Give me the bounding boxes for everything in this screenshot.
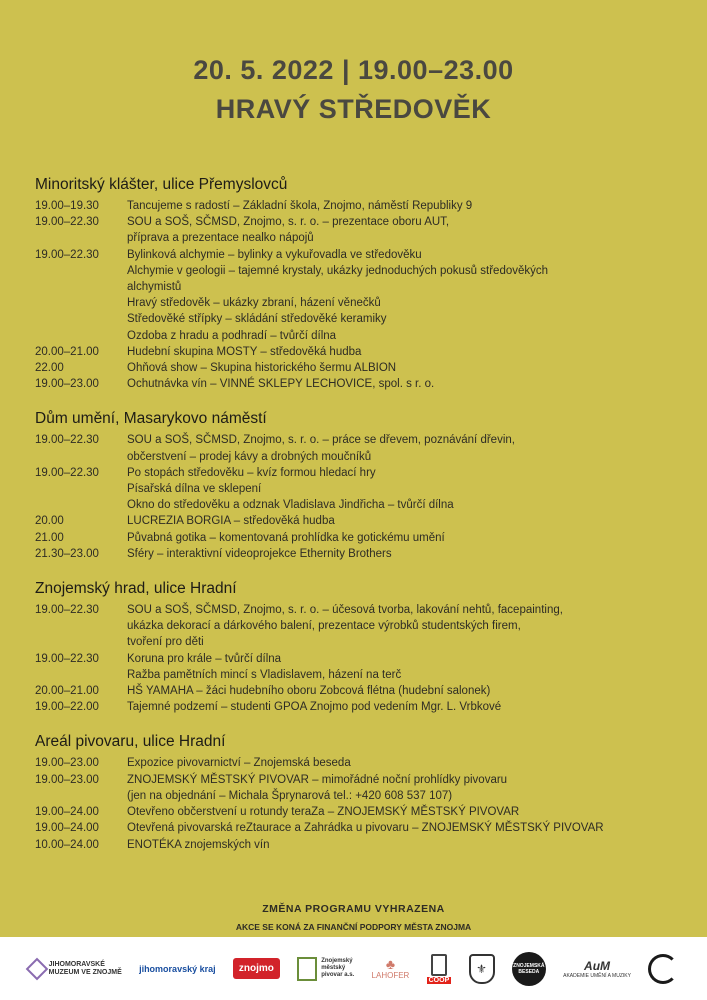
program-description [127, 699, 685, 715]
program-description [127, 214, 685, 246]
program-time: 19.00–24.00 [35, 806, 99, 819]
program-description-line: alchymistů [127, 281, 182, 294]
program-description-line: Středověké střípky – skládání středověké keramiky [127, 313, 387, 326]
poster-header [0, 55, 707, 125]
program-description-line: Tancujeme s radostí – Základní škola, Znojmo, náměstí Republiky 9 [127, 200, 473, 212]
program-description [127, 247, 685, 344]
funding-note: AKCE SE KONÁ ZA FINANČNÍ PODPORY MĚSTA ZNOJMA [235, 922, 472, 932]
logo-text: pivovar a.s. [321, 972, 355, 978]
program-row [35, 344, 685, 360]
program-description-line: SOU a SOŠ, SČMSD, Znojmo, s. r. o. – prezentace oboru AUT, [127, 216, 450, 229]
program-description-line: Sféry – interaktivní videoprojekce Ethernity Brothers [127, 547, 392, 560]
program-section [35, 733, 685, 852]
program-description [127, 376, 685, 392]
program-description-line: tvoření pro děti [127, 636, 204, 649]
program-description [127, 755, 685, 771]
program-description-line: LUCREZIA BORGIA – středověká hudba [127, 515, 335, 528]
program-description-line: Otevřená pivovarská reZtaurace a Zahrádka u pivovaru – ZNOJEMSKÝ MĚSTSKÝ PIVOVAR [127, 822, 604, 835]
akademie-icon: AuM [584, 958, 611, 973]
program-description-line: Ozdoba z hradu a podhradí – tvůrčí dílna [127, 329, 337, 342]
event-date-time: 20. 5. 2022 | 19.00–23.00 [193, 55, 514, 85]
program-time: 19.00–23.00 [35, 773, 99, 786]
logo-znojmo: znojmo [233, 958, 280, 979]
program-description [127, 344, 685, 360]
program-description-line: Okno do středověku a odznak Vladislava Jindřicha – tvůrčí dílna [127, 499, 454, 512]
program-row [35, 465, 685, 514]
program-time: 19.00–22.30 [35, 216, 99, 229]
program-description-line: Hudební skupina MOSTY – středověká hudba [127, 345, 362, 358]
program-time: 19.00–22.30 [35, 652, 99, 665]
program-row [35, 804, 685, 820]
program-row [35, 198, 685, 214]
logo-lahofer [372, 957, 410, 980]
program-time: 19.00–19.30 [35, 200, 99, 212]
program-description-line: Koruna pro krále – tvůrčí dílna [127, 652, 282, 665]
logo-znojemska-beseda [512, 952, 546, 986]
logo-jihomoravske-muzeum [29, 961, 122, 977]
program-row [35, 546, 685, 562]
logo-text: MUZEUM VE ZNOJMĚ [48, 968, 122, 976]
logo-text: BESEDA [518, 968, 540, 975]
section-title: Znojemský hrad, ulice Hradní [35, 580, 237, 598]
program-description [127, 530, 685, 546]
program-description [127, 513, 685, 529]
program-time: 19.00–22.30 [35, 604, 99, 617]
program-description [127, 465, 685, 514]
program-time: 19.00–24.00 [35, 822, 99, 835]
program-row [35, 360, 685, 376]
section-title: Minoritský klášter, ulice Přemyslovců [35, 176, 288, 193]
logo-text: Znojemský [321, 958, 353, 964]
program-description-line: SOU a SOŠ, SČMSD, Znojmo, s. r. o. – práce se dřevem, poznávání dřevin, [127, 434, 515, 447]
program-row [35, 755, 685, 771]
program-row [35, 820, 685, 836]
program-description-line: Ohňová show – Skupina historického šermu ALBION [127, 362, 397, 375]
logo-text: COOP [428, 976, 450, 984]
program-description-line: Písařská dílna ve sklepení [127, 483, 262, 496]
program-description [127, 683, 685, 699]
logo-znojemsky-pivovar [297, 957, 354, 981]
section-title: Areál pivovaru, ulice Hradní [35, 733, 226, 751]
program-time: 19.00–22.00 [35, 701, 99, 714]
program-description-line: Ochutnávka vín – VINNÉ SKLEPY LECHOVICE, spol. s r. o. [127, 378, 435, 391]
program-description-line: Hravý středověk – ukázky zbraní, házení věnečků [127, 297, 381, 310]
festival-logo-icon [648, 954, 678, 984]
logo-jihomoravsky-kraj: jihomoravský kraj [139, 963, 216, 974]
program-time: 20.00–21.00 [35, 685, 99, 698]
program-list [35, 176, 685, 871]
program-description-line: Otevřeno občerstvení u rotundy teraZa – ZNOJEMSKÝ MĚSTSKÝ PIVOVAR [127, 806, 520, 819]
logo-text: LAHOFER [371, 971, 410, 980]
program-description [127, 360, 685, 376]
program-row [35, 376, 685, 392]
program-description-line: příprava a prezentace nealko nápojů [127, 232, 314, 245]
program-row [35, 247, 685, 344]
program-row [35, 651, 685, 683]
program-row [35, 683, 685, 699]
logo-akademie [563, 959, 631, 979]
program-description [127, 546, 685, 562]
program-section [35, 176, 685, 392]
program-section [35, 580, 685, 715]
program-change-note: ZMĚNA PROGRAMU VYHRAZENA [262, 903, 445, 915]
program-time: 10.00–24.00 [35, 838, 99, 851]
program-row [35, 432, 685, 464]
program-time: 20.00–21.00 [35, 345, 99, 358]
program-description-line: ENOTÉKA znojemských vín [127, 838, 270, 851]
program-description [127, 820, 685, 836]
logo-text: AKADEMIE UMĚNÍ A MUZIKY [563, 972, 631, 979]
program-row [35, 837, 685, 853]
program-description-line: Expozice pivovarnictví – Znojemská beseda [127, 757, 351, 770]
program-description [127, 651, 685, 683]
program-description-line: Tajemné podzemí – studenti GPOA Znojmo pod vedením Mgr. L. Vrbkové [127, 701, 502, 714]
coop-icon [431, 954, 447, 976]
program-description [127, 602, 685, 651]
logo-coop [427, 954, 452, 984]
section-title: Dům umění, Masarykovo náměstí [35, 410, 267, 428]
program-description-line: Ražba pamětních mincí s Vladislavem, házení na terč [127, 668, 402, 681]
program-description-line: Půvabná gotika – komentovaná prohlídka ke gotickému umění [127, 531, 445, 544]
program-description [127, 198, 685, 214]
program-description-line: Bylinková alchymie – bylinky a vykuřovadla ve středověku [127, 248, 422, 261]
program-description-line: SOU a SOŠ, SČMSD, Znojmo, s. r. o. – účesová tvorba, lakování nehtů, facepainting, [127, 604, 563, 617]
program-description-line: ZNOJEMSKÝ MĚSTSKÝ PIVOVAR – mimořádné noční prohlídky pivovaru [127, 773, 508, 786]
program-time: 19.00–22.30 [35, 434, 99, 447]
program-time: 21.30–23.00 [35, 547, 99, 560]
program-row [35, 772, 685, 804]
program-time: 19.00–22.30 [35, 248, 99, 261]
program-description-line: občerstvení – prodej kávy a drobných moučníků [127, 450, 372, 463]
footer-notes [0, 903, 707, 932]
program-description [127, 432, 685, 464]
program-description [127, 837, 685, 853]
logo-text: JIHOMORAVSKÉ [48, 960, 105, 968]
logo-text: městský [321, 965, 346, 971]
program-row [35, 214, 685, 246]
program-row [35, 513, 685, 529]
shield-icon: ⚜ [469, 954, 495, 984]
sponsor-logo-bar [0, 937, 707, 1000]
program-description-line: Po stopách středověku – kvíz formou hledací hry [127, 466, 376, 479]
program-time: 22.00 [35, 362, 64, 375]
program-description-line: (jen na objednání – Michala Šprynarová tel.: +420 608 537 107) [127, 789, 453, 802]
muzeum-icon [25, 957, 48, 980]
grape-icon: ♣ [385, 956, 396, 972]
program-time: 20.00 [35, 515, 64, 528]
program-row [35, 699, 685, 715]
program-description [127, 804, 685, 820]
event-title: HRAVÝ STŘEDOVĚK [215, 94, 492, 124]
program-time: 19.00–22.30 [35, 466, 99, 479]
program-time: 19.00–23.00 [35, 757, 99, 770]
pivovar-icon [297, 957, 317, 981]
program-section [35, 410, 685, 562]
program-row [35, 530, 685, 546]
program-row [35, 602, 685, 651]
program-description-line: Alchymie v geologii – tajemné krystaly, ukázky jednoduchých pokusů středověkých [127, 264, 549, 277]
program-time: 21.00 [35, 531, 64, 544]
program-description-line: HŠ YAMAHA – žáci hudebního oboru Zobcová flétna (hudební salonek) [127, 685, 491, 698]
program-description [127, 772, 685, 804]
program-time: 19.00–23.00 [35, 378, 99, 391]
program-description-line: ukázka dekorací a dárkového balení, prezentace výrobků studentských firem, [127, 620, 521, 633]
logo-text: ZNOJEMSKÁ [513, 962, 545, 969]
